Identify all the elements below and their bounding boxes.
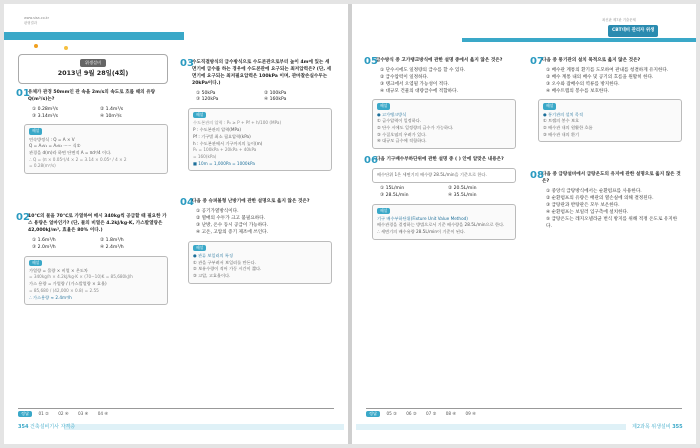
exam-tag: 위생설비	[80, 59, 106, 67]
question-01	[16, 87, 168, 174]
explanation-line: ① 트랩의 봉수 보호	[543, 118, 580, 124]
question-text: 다음 중 통기관의 설치 목적으로 옳지 않은 것은?	[542, 58, 641, 63]
spacer	[18, 180, 168, 214]
option[interactable]: ② 1.8m³/h	[100, 237, 124, 243]
explanation-line: ● 통기관의 설치 목적	[543, 111, 584, 117]
question-number: 03	[180, 58, 194, 69]
answer-key-label: 정답	[18, 411, 32, 417]
explanation-box	[188, 241, 332, 284]
option[interactable]: ① 50kPa	[196, 90, 216, 96]
left-header-url: www.sisa.co.kr	[24, 16, 50, 20]
option[interactable]: ④ 배수트랩의 봉수를 보호한다.	[546, 88, 610, 94]
options	[366, 68, 516, 96]
options	[182, 209, 332, 237]
explanation-line: = 160(kPa)	[193, 154, 217, 159]
option[interactable]: ② 급수압력이 일정하다.	[380, 74, 429, 80]
explanation-line: h : 수도본관에서 기구까지의 높이(m)	[193, 140, 263, 146]
explanation-line: ③ 배수관 내의 환기	[543, 131, 580, 137]
explanation-line: P : 수도본관의 압력(MPa)	[193, 127, 242, 133]
option[interactable]: ① 단수시에도 일정량의 급수를 할 수 있다.	[380, 67, 466, 73]
explanation-line: ■ 10m = 1,000Pa = 1000kPa	[193, 160, 255, 166]
left-column-2	[182, 60, 332, 290]
explanation-line: 가열량 = 물량 × 비열 × 온도차	[29, 267, 88, 273]
explanation-line: P₀ = 100kPa + 20kPa + 40kPa	[193, 147, 257, 153]
exam-date: 2013년 9월 28일(4회)	[57, 69, 129, 78]
spacer	[532, 148, 682, 172]
explanation-line: 관경을 d(m)라 하면 단면적 A = πd²/4 이다.	[29, 149, 112, 155]
question-02	[18, 214, 168, 305]
option[interactable]: ④ 2.4m³/h	[100, 244, 124, 250]
question-number: 05	[364, 56, 378, 67]
explanation-line: ∴ Q = (π × 0.05²)/4 × 2 = 3.14 × 0.05² / 4 × 2	[29, 156, 127, 162]
answer-key-strip	[18, 408, 334, 417]
question-04	[182, 199, 332, 283]
explanation-line: ① 급수압력이 일정하다.	[377, 118, 422, 124]
answer-key-item: 08 ④	[445, 411, 457, 416]
option[interactable]: ① 공기가열방식이다.	[196, 209, 239, 215]
answer-key-label: 정답	[366, 411, 380, 417]
question-number: 06	[364, 155, 378, 167]
page-number: 354	[18, 424, 29, 430]
explanation-line: 기구 배수부하단위(Fixture Unit Value Method)	[377, 215, 468, 221]
quote-box: 배수단위 1은 세면기의 배수량 28.5L/min을 기준으로 한다.	[372, 168, 516, 183]
right-footer	[632, 424, 683, 432]
explanation-label: 해설	[543, 103, 556, 109]
explanation-line: 수도본관의 압력 : P₀ ≥ P + Pf + h/100 (MPa)	[193, 120, 282, 126]
explanation-line: 연속방정식 : Q = A × V	[29, 136, 75, 142]
explanation-box	[188, 108, 332, 171]
explanation-line: ② 단수 시에도 일정량의 급수가 가능하다.	[377, 124, 454, 130]
explanation-box	[372, 204, 516, 240]
option[interactable]: ③ 28.5L/min	[380, 192, 409, 198]
answer-key-item: 09 ④	[465, 411, 476, 416]
answer-key-item: 04 ④	[97, 411, 109, 416]
answer-key-item: 05 ③	[386, 411, 397, 416]
option[interactable]: ② 배수 계통 내의 배수 및 공기의 흐름을 원활히 한다.	[546, 74, 654, 80]
option[interactable]: ① 배수관 계통의 환기를 도모하여 관내를 청결하게 유지한다.	[546, 67, 669, 73]
explanation-line: ● 관류 보일러의 특징	[193, 252, 234, 258]
explanation-label: 해설	[29, 128, 42, 134]
question-text: 다음 기구배수부하단위에 관한 설명 중 ( ) 안에 알맞은 내용은?	[376, 157, 504, 163]
explanation-line: ② 배수관 내의 원활한 흐름	[543, 124, 593, 130]
options	[18, 107, 168, 121]
question-number: 02	[16, 212, 30, 224]
left-header-label: 판형결과	[24, 21, 38, 25]
option[interactable]: ② 순환펌프의 유량은 배관의 열손실에 의해 결정된다.	[546, 196, 654, 202]
options	[18, 238, 168, 252]
question-06	[366, 157, 516, 240]
options	[532, 189, 682, 230]
spacer	[182, 177, 332, 199]
answer-key-item: 07 ③	[425, 411, 437, 416]
page-number: 355	[672, 424, 683, 430]
star-icon	[64, 46, 68, 50]
explanation-line: = 85,680 / (42,000 × 0.8) = 2.55	[29, 287, 99, 293]
option[interactable]: ② 1.4m³/s	[100, 106, 124, 112]
exam-info-box	[18, 54, 168, 84]
star-icon	[34, 44, 38, 48]
left-column-1	[18, 54, 168, 311]
explanation-line: ● 고가탱크방식	[377, 111, 407, 117]
right-header-label: 최신판 제7판 기출문제	[602, 18, 636, 22]
option[interactable]: ③ 3.14m³/s	[32, 113, 59, 119]
question-text: 유체가 관경 50mm인 관 속을 2m/s의 속도로 흐를 때의 유량 Q(m³/s)는?	[28, 89, 156, 102]
footer-title: 건축설비기사 자격증	[30, 424, 76, 430]
question-text: 다음 중 슈퍼볼형 난방기에 관한 설명으로 옳지 않은 것은?	[192, 199, 310, 205]
question-number: 08	[530, 170, 544, 182]
explanation-label: 해설	[377, 208, 390, 214]
answer-key-item: 06 ③	[406, 411, 417, 416]
option[interactable]: ④ 35.5L/min	[448, 192, 477, 198]
explanation-line: Q = A₁v₁ = A₂v₂ ······ 식①	[29, 143, 81, 149]
explanation-line: ② 보유수량이 적어 가동 시간이 짧다.	[193, 266, 262, 272]
option[interactable]: ③ 급탕관과 반탕관은 모두 보온한다.	[546, 202, 620, 208]
right-column-1	[366, 58, 516, 246]
explanation-line: Pf : 기구별 최소 필요압력(kPa)	[193, 133, 251, 139]
options	[182, 91, 332, 105]
option[interactable]: ④ 고온, 고압의 증기 제조에 쓰인다.	[196, 230, 269, 235]
explanation-line: ③ 수질오염의 우려가 있다.	[377, 131, 427, 137]
explanation-line: ∴ 세면기의 배수유량 28.5L/min이 기준이 된다.	[377, 229, 466, 234]
left-page	[4, 4, 348, 444]
explanation-box	[24, 256, 168, 306]
option[interactable]: ① 0.28m³/s	[32, 106, 59, 112]
question-number: 01	[16, 87, 30, 99]
right-logo-tab: CBT대비 관리자 위생	[608, 25, 658, 37]
option[interactable]: ④ 160kPa	[264, 97, 287, 103]
question-text: 급수방식 중 고가탱크방식에 관한 설명 중에서 옳지 않은 것은?	[376, 58, 503, 63]
answer-key-item: 02 ④	[58, 411, 69, 416]
explanation-line: = 340kg/h × 4.2kJ/kg·K × (70−10)K = 85,680kJ/h	[29, 274, 133, 280]
explanation-box	[372, 99, 516, 149]
option[interactable]: ③ 오수와 잡배수의 역류를 방지한다.	[546, 81, 620, 87]
explanation-box	[538, 99, 682, 142]
answer-key-strip	[366, 408, 682, 417]
option[interactable]: ① 15L/min	[380, 185, 405, 191]
explanation-line: ① 관을 구부려서 보일러를 만든다.	[193, 259, 256, 265]
option[interactable]: ⑤ 급탕온도는 레지오넬라균 번식 방지를 위해 적정 온도로 유지한다.	[546, 216, 678, 229]
option[interactable]: ④ 대규모 건물의 대량급수에 적합하다.	[380, 88, 458, 94]
option[interactable]: ④ 순환펌프는 보일러 입구측에 설치한다.	[546, 209, 629, 215]
explanation-label: 해설	[193, 112, 206, 118]
question-text: 10℃의 물을 70℃로 가열하여 매시 340kg씩 공급할 때 필요한 가스 용량은 얼마인가? (단, 물의 비열은 4.2kJ/kg·K, 가스발열량은 42,000kJ/m³, 효율은 80% 이다.)	[28, 214, 167, 233]
option[interactable]: ③ 120kPa	[196, 97, 219, 103]
right-column-2	[532, 58, 682, 237]
explanation-line: ④ 대규모 급수에 적합하다.	[377, 138, 427, 144]
option[interactable]: ② 20.5L/min	[448, 185, 477, 191]
left-header-strip	[4, 32, 184, 40]
explanation-line: 배수관경을 결정하는 방법으로서 기준 배수량을 28.5L/min으로 한다.	[377, 222, 505, 228]
question-number: 04	[180, 197, 194, 209]
option[interactable]: ④ 10m³/s	[100, 113, 122, 119]
option[interactable]: ③ 탱크에서 오염될 가능성이 적다.	[380, 81, 450, 87]
explanation-label: 해설	[29, 260, 42, 266]
question-07	[532, 58, 682, 142]
question-text: 수도직결방식의 급수방식으로 수도본관으로부터 높이 4m에 있는 세면기에 급수를 하는 경우에 수도본관에 요구되는 최저압력은? (단, 세면기에 요구되는 최저필요압력은 100kPa 이며, 관마찰손실수두는 20kPa이다.)	[192, 60, 332, 86]
footer-band	[64, 424, 344, 430]
footer-title: 제2과목 위생설비	[632, 424, 671, 430]
options	[532, 68, 682, 96]
question-text: 다음 중 급탕설비에서 급탕온도의 유지에 관한 설명으로 옳지 않은 것은?	[542, 172, 681, 185]
option[interactable]: ③ 난방, 온수 동시 공급이 가능하다.	[196, 223, 269, 229]
footer-band	[356, 424, 626, 430]
explanation-label: 해설	[377, 103, 390, 109]
answer-key-item: 01 ②	[38, 411, 49, 416]
right-page	[352, 4, 696, 444]
explanation-line: 가스 용량 = 가열량 / (가스발열량 × 효율)	[29, 281, 107, 287]
question-08	[532, 172, 682, 230]
answer-key-item: 03 ④	[77, 411, 89, 416]
option[interactable]: ② 열매의 수두가 크고 불필요하다.	[196, 216, 266, 222]
explanation-line: ③ 고압, 고효율이다.	[193, 273, 231, 279]
left-footer	[18, 424, 75, 432]
option[interactable]: ① 중앙식 급탕방식에서는 순환펌프를 사용한다.	[546, 189, 642, 195]
question-05	[366, 58, 516, 149]
option[interactable]: ② 100kPa	[264, 90, 287, 96]
explanation-line: = 0.28(m³/s)	[29, 163, 56, 169]
explanation-box	[24, 124, 168, 174]
question-03	[182, 60, 332, 171]
options	[366, 186, 516, 200]
explanation-label: 해설	[193, 245, 206, 251]
explanation-line: ∴ 가스용량 ≈ 2.4m³/h	[29, 294, 72, 300]
option[interactable]: ③ 2.0m³/h	[32, 244, 56, 250]
question-number: 07	[530, 56, 544, 67]
right-header-strip	[462, 38, 696, 42]
option[interactable]: ① 1.6m³/h	[32, 237, 56, 243]
